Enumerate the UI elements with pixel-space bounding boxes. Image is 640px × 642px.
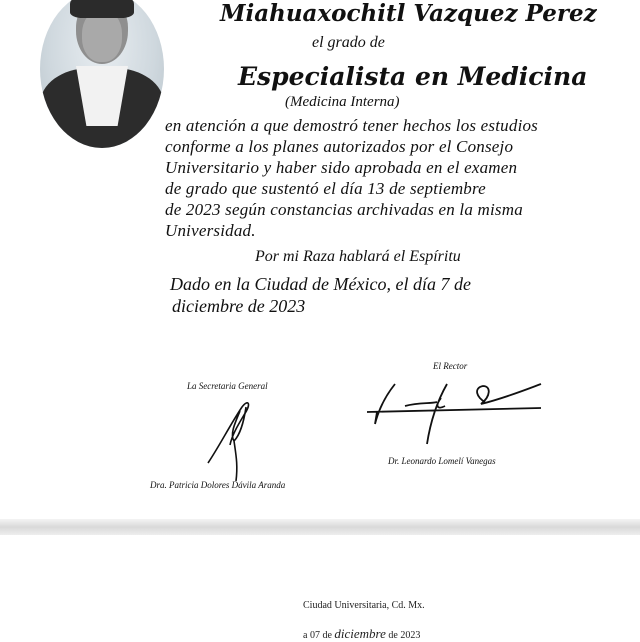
date-line: Dado en la Ciudad de México, el día 7 de bbox=[170, 274, 471, 294]
body-line: en atención a que demostró tener hechos los estudios bbox=[165, 116, 539, 135]
specialty: (Medicina Interna) bbox=[285, 94, 400, 110]
body-line: Universidad. bbox=[165, 221, 256, 240]
date-line: diciembre de 2023 bbox=[172, 296, 306, 316]
left-signatory-title: La Secretaria General bbox=[187, 381, 268, 391]
right-signatory-name: Dr. Leonardo Lomelí Vanegas bbox=[388, 456, 496, 466]
back-stamp-date-suffix: de 2023 bbox=[388, 630, 421, 641]
body-line: de grado que sustentó el día 13 de septiembre bbox=[165, 179, 486, 198]
body-line: conforme a los planes autorizados por el Consejo bbox=[165, 137, 514, 156]
back-stamp-date-prefix: a 07 de bbox=[303, 630, 332, 641]
left-signature bbox=[200, 395, 270, 485]
grade-intro: el grado de bbox=[312, 34, 385, 51]
recipient-photo bbox=[40, 0, 164, 148]
body-line: de 2023 según constancias archivadas en la misma bbox=[165, 200, 523, 219]
page-divider bbox=[0, 519, 640, 535]
back-stamp-month: diciembre bbox=[334, 626, 386, 641]
body-line: Universitario y haber sido aprobada en el examen bbox=[165, 158, 518, 177]
recipient-name: Miahuaxochitl Vazquez Perez bbox=[220, 0, 597, 27]
degree-title: Especialista en Medicina bbox=[238, 62, 588, 91]
right-signature bbox=[365, 378, 545, 448]
left-signatory-name: Dra. Patricia Dolores Dávila Aranda bbox=[150, 480, 286, 490]
right-signatory-title: El Rector bbox=[433, 361, 468, 371]
motto: Por mi Raza hablará el Espíritu bbox=[255, 248, 461, 265]
back-stamp-place: Ciudad Universitaria, Cd. Mx. bbox=[303, 600, 425, 611]
